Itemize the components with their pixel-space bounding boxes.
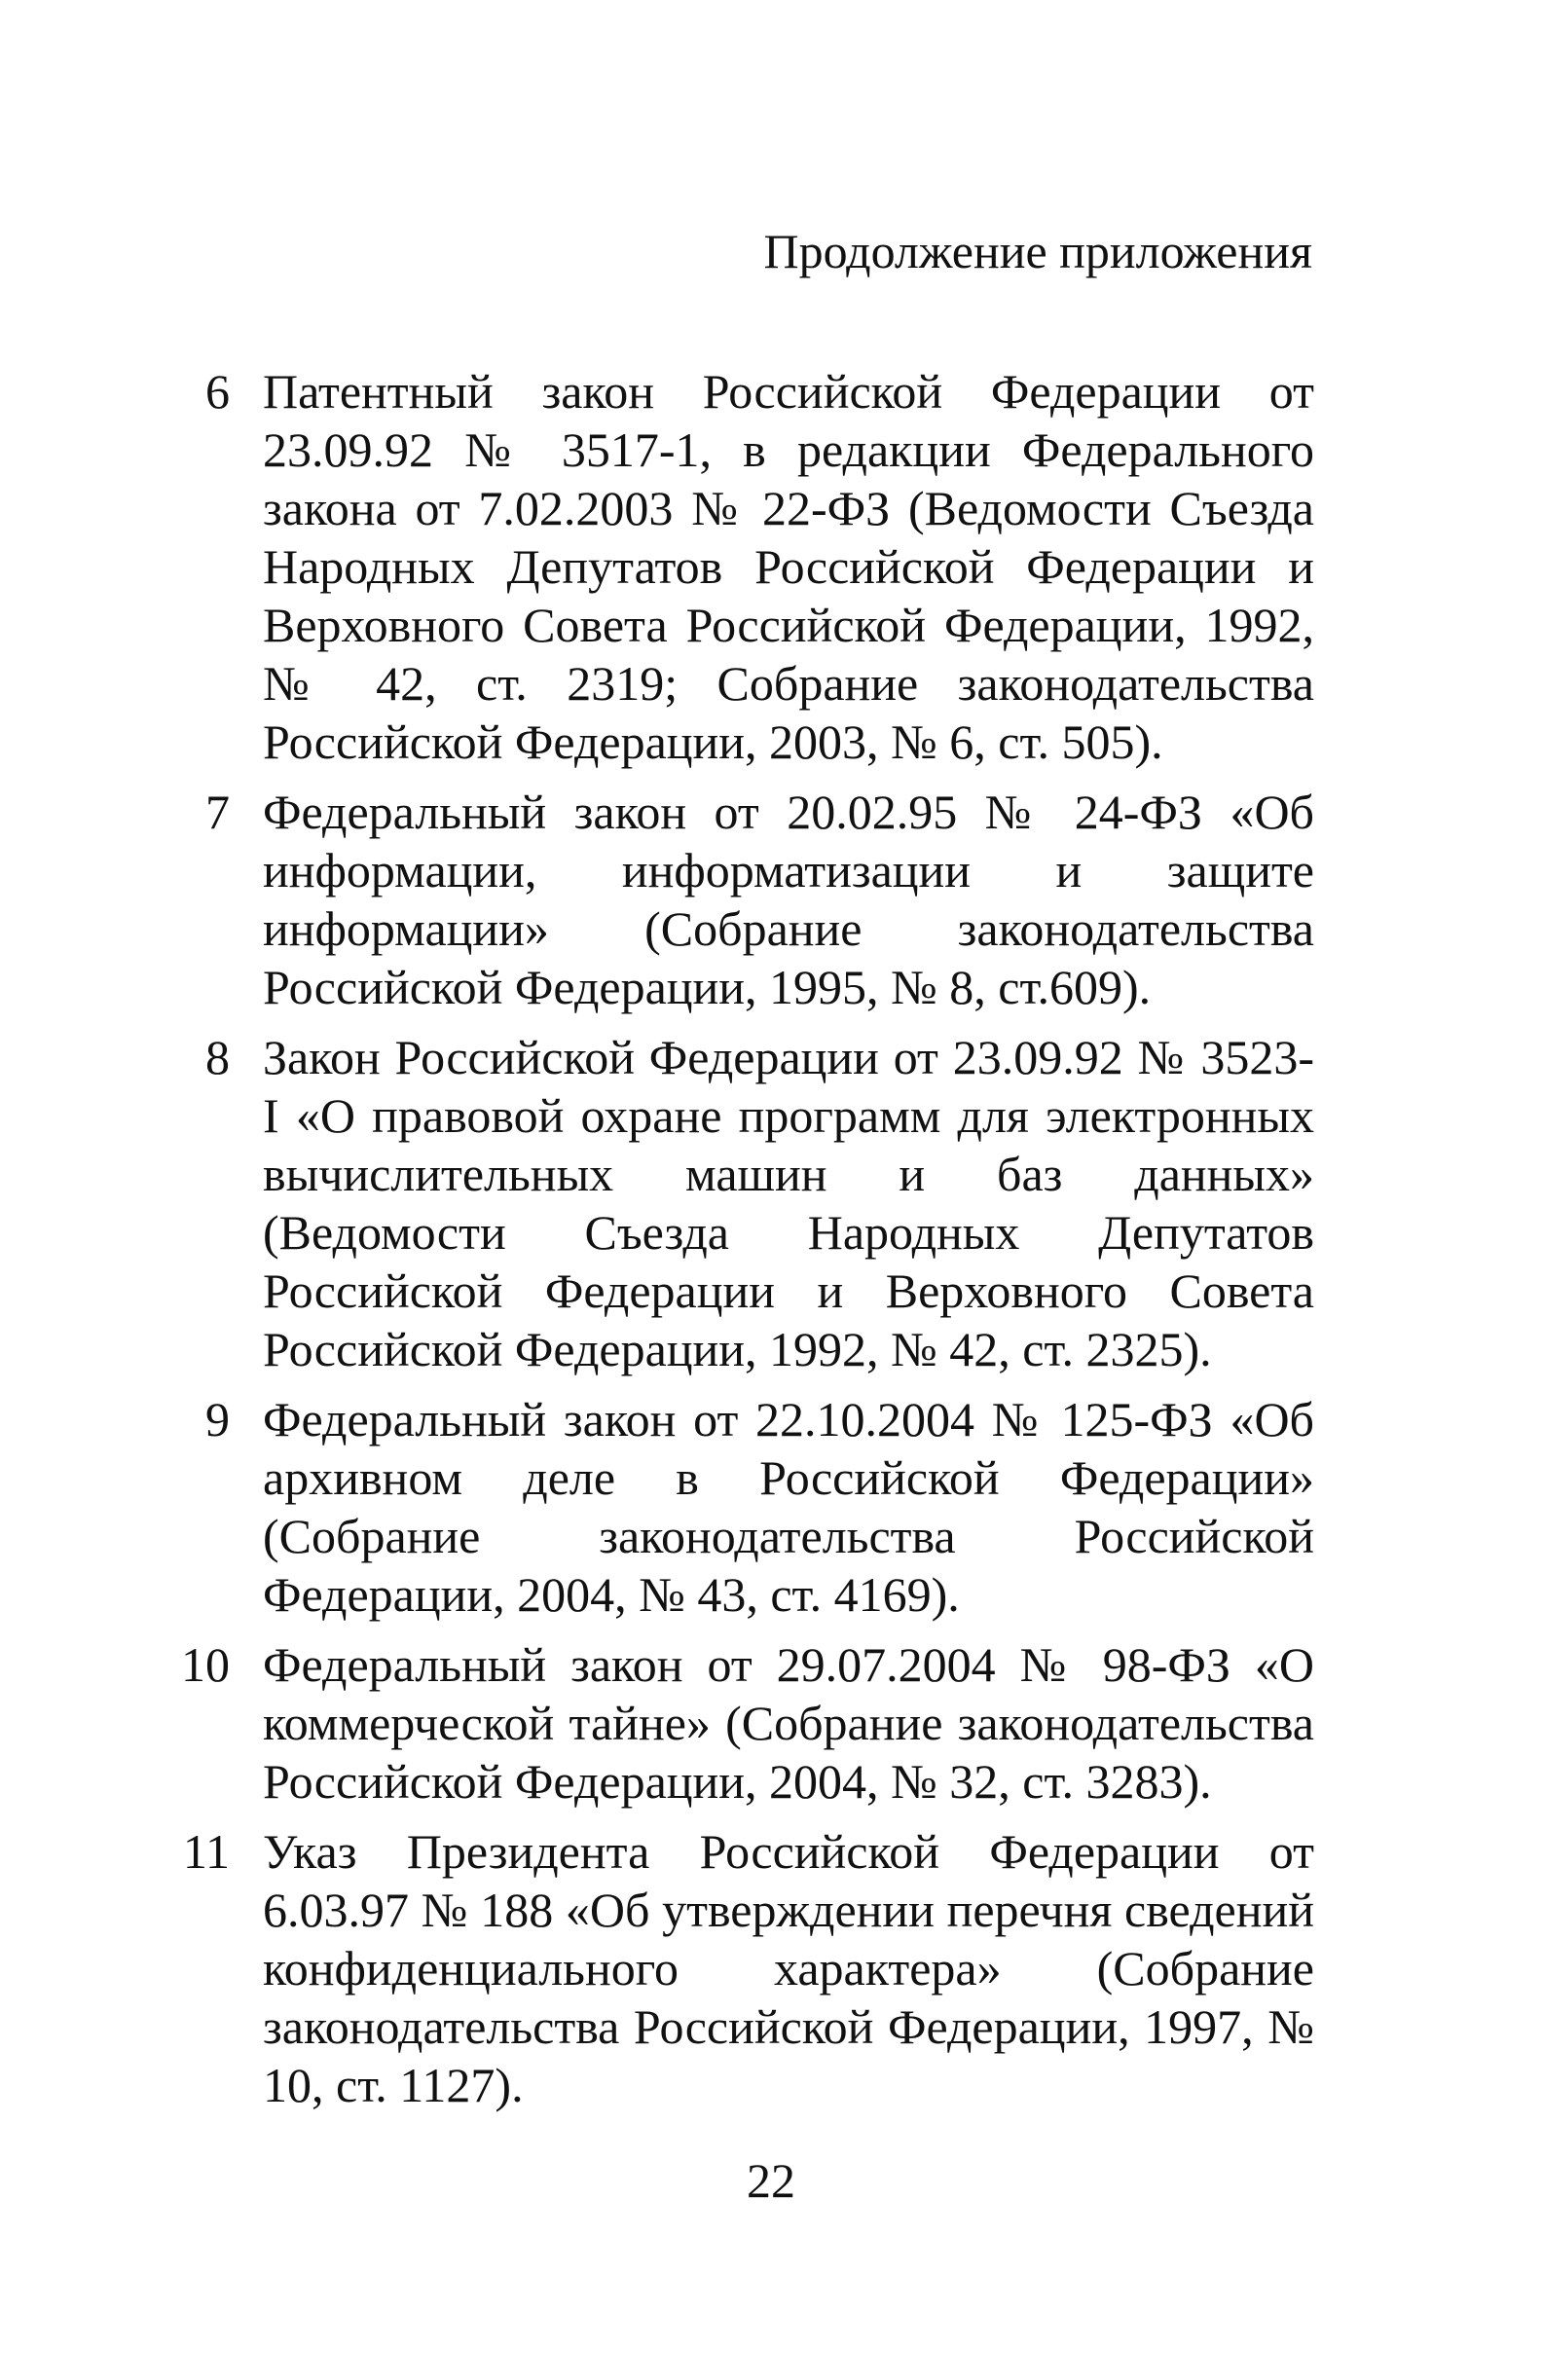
reference-number: 6 (205, 364, 230, 419)
reference-number: 10 (181, 1637, 230, 1692)
reference-text: Закон Российской Федерации от 23.09.92 № 3523-I «О правовой охране программ для электронных вычислительных машин и баз данных» (Ведомости Съезда Народных Депутатов Российской Федерации и Верховного Совета Российской Федерации, 1992, № 42, ст. 2325). (263, 1030, 1314, 1376)
reference-text: Патентный закон Российской Федерации от 23.09.92 № 3517-1, в редакции Федерального закона от 7.02.2003 № 22-ФЗ (Ведомости Съезда Народных Депутатов Российской Федерации и Верховного Совета Российской Федерации, 1992, № 42, ст. 2319; Собрание законодательства Российской Федерации, 2003, № 6, ст. 505). (263, 364, 1314, 769)
reference-item-6 (156, 362, 1314, 771)
reference-number: 9 (205, 1392, 230, 1446)
reference-text: Федеральный закон от 22.10.2004 № 125-ФЗ «Об архивном деле в Российской Федерации» (Собрание законодательства Российской Федерации, 2004, № 43, ст. 4169). (263, 1392, 1314, 1622)
reference-item-11 (156, 1822, 1314, 2114)
page-number: 22 (747, 2153, 795, 2208)
reference-text: Федеральный закон от 29.07.2004 № 98-ФЗ «О коммерческой тайне» (Собрание законодательства Российской Федерации, 2004, № 32, ст. 3283). (263, 1637, 1314, 1809)
reference-item-8 (156, 1028, 1314, 1378)
reference-text: Федеральный закон от 20.02.95 № 24-ФЗ «Об информации, информатизации и защите информации» (Собрание законодательства Российской Федерации, 1995, № 8, ст.609). (263, 785, 1314, 1014)
reference-item-7 (156, 783, 1314, 1016)
reference-number: 11 (182, 1824, 230, 1879)
reference-number: 7 (205, 785, 230, 839)
reference-list (156, 362, 1314, 2126)
running-header: Продолжение приложения (763, 224, 1312, 278)
reference-text: Указ Президента Российской Федерации от 6.03.97 № 188 «Об утверждении перечня сведений конфиденциального характера» (Собрание законодательства Российской Федерации, 1997, № 10, ст. 1127). (263, 1824, 1314, 2112)
reference-item-10 (156, 1635, 1314, 1811)
reference-item-9 (156, 1390, 1314, 1624)
reference-number: 8 (205, 1030, 230, 1084)
